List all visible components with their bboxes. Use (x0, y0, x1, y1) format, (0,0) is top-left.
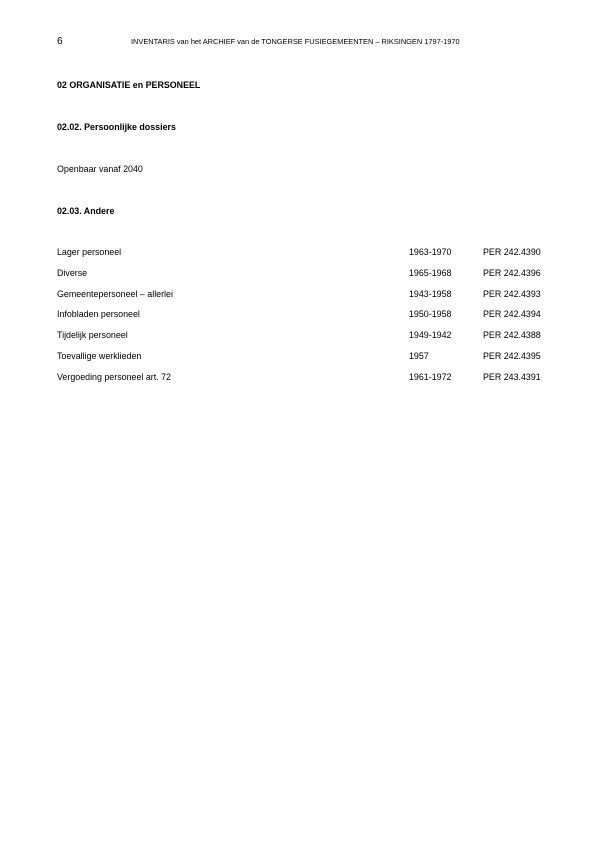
record-years: 1949-1942 (409, 330, 452, 341)
section-heading: 02 ORGANISATIE en PERSONEEL (57, 80, 201, 90)
record-title: Gemeentepersoneel – allerlei (57, 288, 173, 299)
record-code: PER 243.4391 (483, 371, 541, 382)
record-row (57, 268, 557, 289)
access-note: Openbaar vanaf 2040 (57, 164, 143, 174)
record-row (57, 247, 557, 268)
record-title: Tijdelijk personeel (57, 330, 128, 341)
records-list (57, 247, 557, 393)
running-header: INVENTARIS van het ARCHIEF van de TONGERSE FUSIEGEMEENTEN – RIKSINGEN 1797-1970 (131, 37, 460, 46)
record-code: PER 242.4388 (483, 330, 541, 341)
record-code: PER 242.4390 (483, 247, 541, 257)
record-years: 1957 (409, 350, 429, 361)
record-code: PER 242.4396 (483, 267, 541, 278)
record-years: 1963-1970 (409, 247, 452, 257)
record-title: Diverse (57, 267, 88, 278)
record-row (57, 372, 557, 393)
record-years: 1961-1972 (409, 371, 452, 382)
record-row (57, 351, 557, 372)
subsection-heading-other: 02.03. Andere (57, 206, 115, 216)
subsection-heading-personal-files: 02.02. Persoonlijke dossiers (57, 122, 176, 132)
record-title: Vergoeding personeel art. 72 (57, 371, 171, 382)
record-years: 1943-1958 (409, 288, 452, 299)
page-number: 6 (57, 36, 63, 47)
record-code: PER 242.4393 (483, 288, 541, 299)
record-code: PER 242.4395 (483, 350, 541, 361)
record-title: Toevallige werklieden (57, 350, 142, 361)
record-title: Lager personeel (57, 247, 122, 257)
record-title: Infobladen personeel (57, 309, 140, 320)
record-years: 1965-1968 (409, 267, 452, 278)
record-row (57, 330, 557, 351)
record-row (57, 289, 557, 310)
record-code: PER 242.4394 (483, 309, 541, 320)
record-row (57, 309, 557, 330)
record-years: 1950-1958 (409, 309, 452, 320)
